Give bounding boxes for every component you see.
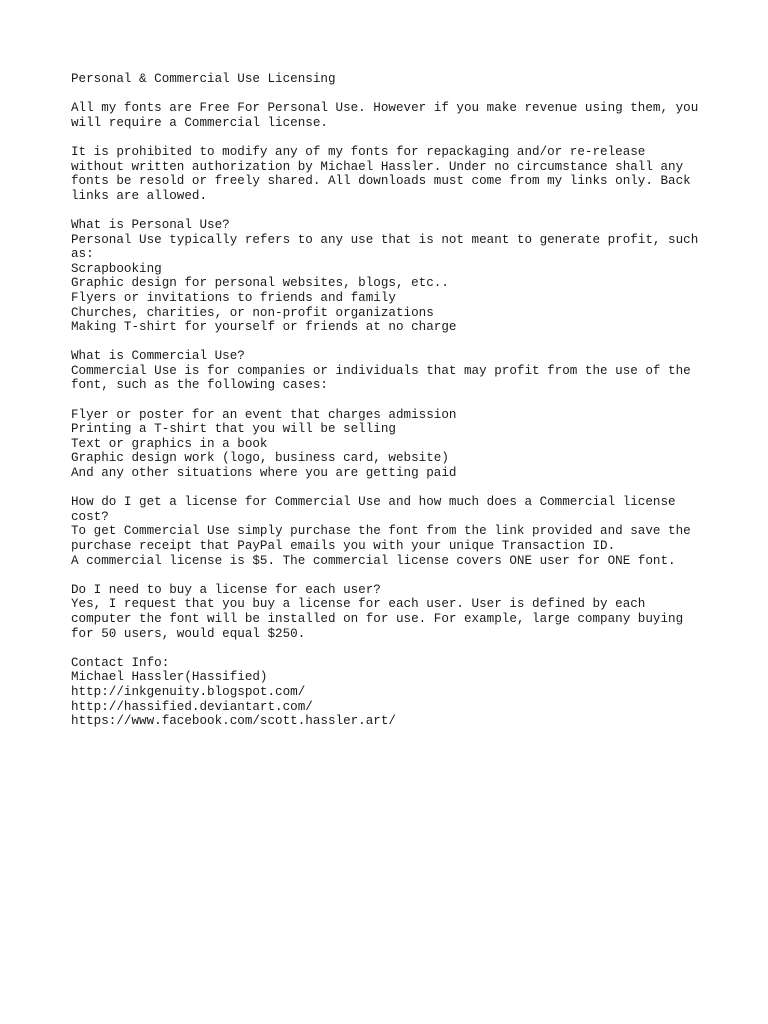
commercial-use-item: Text or graphics in a book [71,436,268,451]
personal-use-item: Flyers or invitations to friends and family [71,290,396,305]
personal-use-item: Making T-shirt for yourself or friends at no charge [71,320,457,335]
spacer [71,87,711,102]
license-faq-section [71,495,711,568]
commercial-use-section [71,349,711,480]
prohibition-paragraph [71,145,711,203]
spacer [71,393,711,408]
user-faq-section [71,583,711,641]
blog-link[interactable]: http://inkgenuity.blogspot.com/ [71,684,306,699]
deviantart-link[interactable]: http://hassified.deviantart.com/ [71,699,313,714]
facebook-link[interactable]: https://www.facebook.com/scott.hassler.art/ [71,714,396,729]
contact-section [71,656,711,729]
personal-use-desc: Personal Use typically refers to any use that is not meant to generate profit, such [71,232,699,247]
prohibition-line: It is prohibited to modify any of my fonts for repackaging and/or re-release [71,144,646,159]
commercial-use-item: And any other situations where you are getting paid [71,466,457,481]
prohibition-line: without written authorization by Michael Hassler. Under no circumstance shall any [71,159,684,174]
commercial-use-item: Flyer or poster for an event that charges admission [71,407,457,422]
personal-use-heading: What is Personal Use? [71,217,230,232]
spacer [71,130,711,145]
contact-heading: Contact Info: [71,655,170,670]
personal-use-item: Scrapbooking [71,261,162,276]
user-faq-answer: Yes, I request that you buy a license for each user. User is defined by each [71,597,646,612]
license-faq-answer: A commercial license is $5. The commercial license covers ONE user for ONE font. [71,553,676,568]
license-faq-question: cost? [71,509,109,524]
spacer [71,203,711,218]
commercial-use-desc: Commercial Use is for companies or individuals that may profit from the use of the [71,363,691,378]
commercial-use-item: Printing a T-shirt that you will be selling [71,422,396,437]
spacer [71,481,711,496]
user-faq-answer: computer the font will be installed on for use. For example, large company buying [71,611,684,626]
commercial-use-heading: What is Commercial Use? [71,349,245,364]
personal-use-desc: as: [71,247,94,262]
user-faq-question: Do I need to buy a license for each user? [71,582,381,597]
contact-name: Michael Hassler(Hassified) [71,670,268,685]
prohibition-line: fonts be resold or freely shared. All downloads must come from my links only. Back [71,174,691,189]
intro-line: will require a Commercial license. [71,115,328,130]
license-faq-answer: purchase receipt that PayPal emails you with your unique Transaction ID. [71,539,616,553]
personal-use-section [71,218,711,335]
intro-line: All my fonts are Free For Personal Use. However if you make revenue using them, you [71,101,699,116]
prohibition-line: links are allowed. [71,188,208,203]
license-faq-answer: To get Commercial Use simply purchase the font from the link provided and save the [71,524,691,539]
personal-use-item: Churches, charities, or non-profit organizations [71,305,434,320]
commercial-use-desc: font, such as the following cases: [71,378,328,393]
commercial-use-item: Graphic design work (logo, business card, website) [71,451,449,466]
personal-use-item: Graphic design for personal websites, blogs, etc.. [71,276,449,291]
spacer [71,641,711,656]
document-page [71,72,711,729]
intro-paragraph [71,101,711,130]
spacer [71,568,711,583]
spacer [71,335,711,350]
document-title: Personal & Commercial Use Licensing [71,72,336,86]
user-faq-answer: for 50 users, would equal $250. [71,626,306,641]
license-faq-question: How do I get a license for Commercial Use and how much does a Commercial license [71,495,676,510]
